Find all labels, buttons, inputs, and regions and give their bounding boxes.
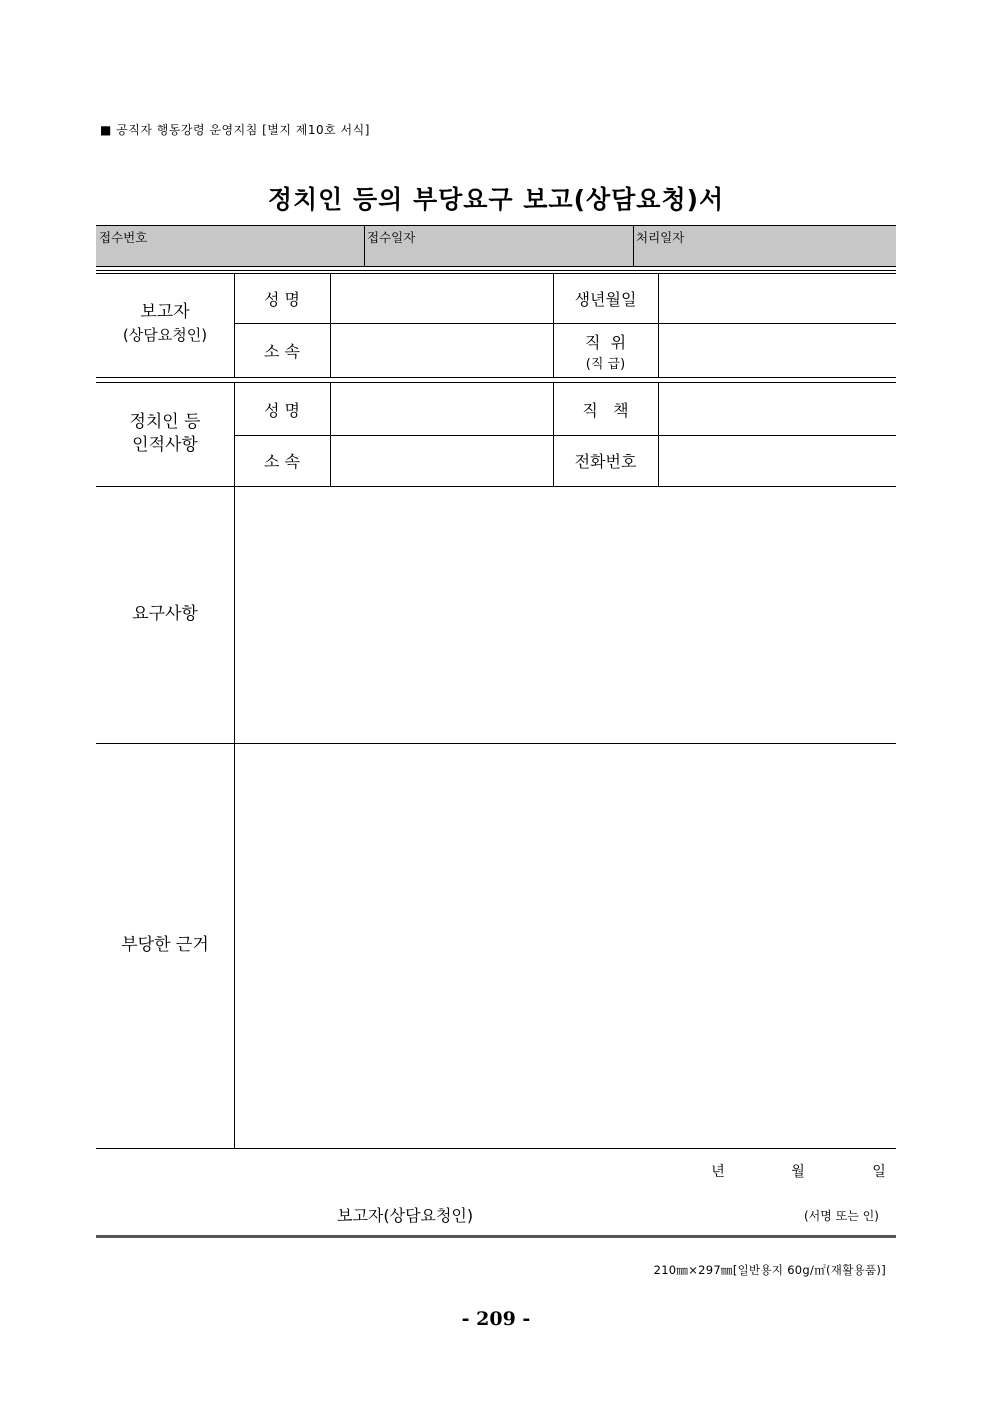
politician-duty-field[interactable] xyxy=(659,383,896,435)
reporter-position-label xyxy=(553,330,658,372)
grounds-label: 부당한 근거 xyxy=(121,935,209,955)
reporter-subtitle: (상담요청인) xyxy=(122,326,208,344)
politician-title-line1: 정치인 등 xyxy=(129,412,201,432)
process-date-cell[interactable] xyxy=(633,226,896,266)
reporter-title: 보고자 xyxy=(140,302,190,322)
reporter-affiliation-label: 소 속 xyxy=(264,342,300,361)
politician-phone-label: 전화번호 xyxy=(574,452,637,471)
demand-label: 요구사항 xyxy=(132,604,198,624)
politician-duty-label: 직 책 xyxy=(582,401,629,420)
politician-title-line2: 인적사항 xyxy=(132,435,198,455)
reporter-grade-text: (직 급) xyxy=(585,357,626,372)
signature-reporter-label: 보고자(상담요청인) xyxy=(337,1206,474,1225)
double-rule xyxy=(96,377,896,378)
politician-affiliation-label: 소 속 xyxy=(264,452,300,471)
reporter-birth-label: 생년월일 xyxy=(574,290,637,309)
bottom-rule xyxy=(96,1235,896,1238)
signature-hint: (서명 또는 인) xyxy=(804,1209,879,1223)
receipt-number-cell[interactable] xyxy=(96,226,364,266)
form-reference-note: ■ 공직자 행동강령 운영지침 [별지 제10호 서식] xyxy=(100,123,370,137)
grounds-field[interactable] xyxy=(235,744,896,1148)
date-month-label: 월 xyxy=(791,1164,805,1180)
page-number: - 209 - xyxy=(461,1308,531,1330)
reporter-section-label xyxy=(96,301,234,347)
report-form-table xyxy=(96,268,896,1248)
politician-section-label xyxy=(96,411,234,457)
paper-spec: 210㎜×297㎜[일반용지 60g/㎡(재활용품)] xyxy=(653,1263,886,1277)
date-year-label: 년 xyxy=(711,1164,725,1180)
process-date-label: 처리일자 xyxy=(636,230,685,245)
receipt-date-cell[interactable] xyxy=(364,226,633,266)
politician-phone-field[interactable] xyxy=(659,436,896,486)
reporter-name-label: 성 명 xyxy=(264,290,300,309)
demand-field[interactable] xyxy=(235,487,896,743)
reporter-position-field[interactable] xyxy=(659,324,896,377)
politician-affiliation-field[interactable] xyxy=(331,436,553,486)
reporter-birth-field[interactable] xyxy=(659,274,896,323)
form-title: 정치인 등의 부당요구 보고(상담요청)서 xyxy=(267,185,725,214)
date-day-label: 일 xyxy=(872,1164,886,1180)
reporter-affiliation-field[interactable] xyxy=(331,324,553,377)
politician-name-label: 성 명 xyxy=(264,401,300,420)
row-divider xyxy=(96,1148,896,1149)
reporter-name-field[interactable] xyxy=(331,274,553,323)
receipt-bar xyxy=(96,225,896,267)
politician-name-field[interactable] xyxy=(331,383,553,435)
receipt-date-label: 접수일자 xyxy=(367,230,416,245)
receipt-number-label: 접수번호 xyxy=(99,230,148,245)
reporter-position-text: 직 위 xyxy=(584,333,627,352)
double-rule xyxy=(96,270,896,271)
